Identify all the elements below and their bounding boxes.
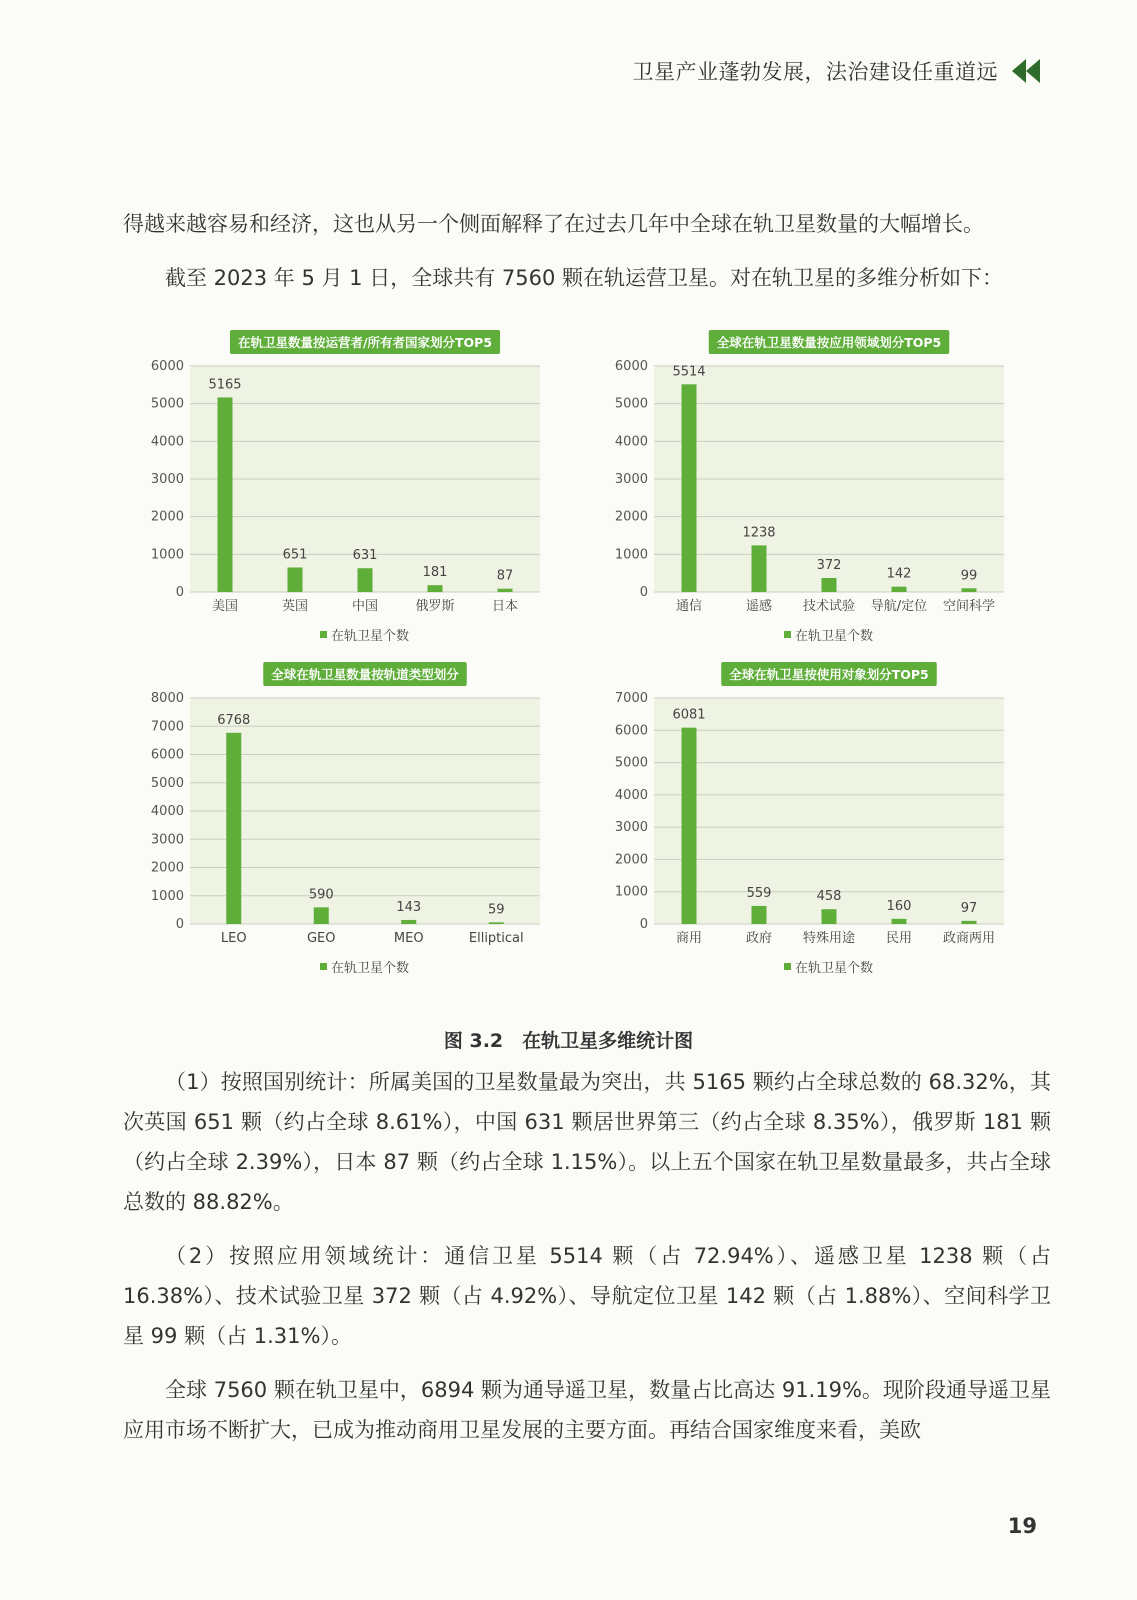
bar: [962, 921, 977, 924]
y-tick-label: 3000: [614, 820, 648, 836]
page-number: 19: [1007, 1514, 1037, 1538]
legend-swatch: [320, 963, 327, 970]
bar: [892, 587, 907, 592]
x-tick-label: 中国: [351, 599, 379, 614]
chart-country-svg: [120, 330, 560, 650]
chart-title: 全球在轨卫星数量按应用领域划分TOP5: [716, 335, 942, 350]
bar: [498, 589, 513, 592]
legend: [784, 628, 873, 644]
chart-orbit: [120, 662, 560, 982]
data-label: 181: [422, 565, 448, 581]
data-label: 1238: [742, 525, 776, 541]
y-tick-label: 4000: [614, 434, 648, 450]
y-tick-label: 1000: [614, 884, 648, 900]
data-label: 5514: [672, 364, 706, 380]
data-label: 59: [487, 902, 505, 918]
y-tick-label: 0: [639, 585, 648, 600]
x-tick-label: 政府: [745, 931, 773, 946]
x-tick-label: 民用: [885, 931, 913, 946]
bar: [401, 920, 416, 924]
bar: [962, 588, 977, 592]
chart-country: [120, 330, 560, 650]
x-tick-label: 特殊用途: [802, 931, 856, 946]
y-tick-label: 0: [175, 917, 184, 932]
data-label: 559: [746, 885, 772, 901]
x-tick-label: 导航/定位: [870, 599, 928, 614]
y-tick-label: 2000: [150, 509, 184, 525]
bar: [428, 585, 443, 592]
chart-title-group: [709, 330, 950, 354]
y-tick-label: 5000: [614, 755, 648, 771]
legend: [320, 960, 409, 976]
y-tick-label: 6000: [150, 747, 184, 763]
x-tick-label: 政商两用: [942, 931, 996, 946]
x-tick-label: 日本: [491, 599, 519, 614]
chart-title-group: [263, 662, 467, 686]
paragraph-intro: 得越来越容易和经济，这也从另一个侧面解释了在过去几年中全球在轨卫星数量的大幅增长。: [123, 212, 984, 236]
y-tick-label: 3000: [614, 472, 648, 487]
bar: [682, 384, 697, 592]
data-label: 590: [308, 887, 334, 903]
paragraph-summary: 全球 7560 颗在轨卫星中，6894 颗为通导遥卫星，数量占比高达 91.19%。现阶段通导遥卫星应用市场不断扩大，已成为推动商用卫星发展的主要方面。再结合国家维度来看，美欧: [123, 1378, 1051, 1442]
x-tick-label: GEO: [306, 931, 336, 946]
paragraph-country: （1）按照国别统计：所属美国的卫星数量最为突出，共 5165 颗约占全球总数的 68.32%，其次英国 651 颗（约占全球 8.61%），中国 631 颗居世界第三（约占全球 8.35%），俄罗斯 181 颗（约占全球 2.39%），日本 87 颗（约占全球 1.15%）。以上五个国家在轨卫星数量最多，共占全球总数的 88.82%。: [123, 1070, 1051, 1214]
y-tick-label: 4000: [614, 787, 648, 803]
y-tick-label: 2000: [614, 509, 648, 525]
legend-label: 在轨卫星个数: [330, 629, 410, 644]
legend: [320, 628, 409, 644]
bar: [752, 906, 767, 924]
x-tick-label: MEO: [393, 931, 424, 946]
y-tick-label: 2000: [614, 852, 648, 868]
bar: [822, 909, 837, 924]
legend-label: 在轨卫星个数: [794, 961, 874, 976]
bar: [314, 907, 329, 924]
data-label: 99: [960, 568, 978, 584]
chart-title-group: [230, 330, 500, 354]
bar: [226, 733, 241, 924]
data-label: 6768: [217, 712, 251, 728]
y-tick-label: 3000: [150, 472, 184, 487]
chart-application-svg: [584, 330, 1024, 650]
data-label: 6081: [672, 707, 706, 723]
legend-label: 在轨卫星个数: [794, 629, 874, 644]
x-tick-label: LEO: [220, 931, 247, 946]
legend-swatch: [320, 631, 327, 638]
y-tick-label: 8000: [150, 691, 184, 706]
data-label: 142: [886, 566, 912, 582]
legend-swatch: [784, 631, 791, 638]
chart-title: 在轨卫星数量按运营者/所有者国家划分TOP5: [237, 335, 493, 350]
y-tick-label: 6000: [150, 359, 184, 374]
data-label: 97: [960, 900, 978, 916]
y-tick-label: 1000: [614, 547, 648, 563]
legend: [784, 960, 873, 976]
bar: [358, 568, 373, 592]
y-tick-label: 5000: [150, 396, 184, 412]
legend-swatch: [784, 963, 791, 970]
figure-caption: 图 3.2 在轨卫星多维统计图: [443, 1030, 694, 1052]
bar: [892, 919, 907, 924]
double-chevron-left-icon: [1012, 59, 1042, 83]
y-tick-label: 5000: [614, 396, 648, 412]
x-tick-label: 英国: [281, 599, 309, 614]
paragraph-date: 截至 2023 年 5 月 1 日，全球共有 7560 颗在轨运营卫星。对在轨卫星的多维分析如下：: [165, 266, 1004, 290]
data-label: 372: [816, 557, 842, 573]
chart-user: [584, 662, 1024, 982]
data-label: 458: [816, 889, 842, 905]
chart-title: 全球在轨卫星数量按轨道类型划分: [271, 667, 459, 682]
y-tick-label: 6000: [614, 359, 648, 374]
bar: [288, 567, 303, 592]
chart-application: [584, 330, 1024, 650]
y-tick-label: 7000: [614, 691, 648, 706]
x-tick-label: 空间科学: [942, 599, 996, 614]
header-title: 卫星产业蓬勃发展，法治建设任重道远: [632, 60, 998, 84]
x-tick-label: Elliptical: [468, 931, 524, 946]
data-label: 631: [352, 548, 378, 564]
y-tick-label: 0: [175, 585, 184, 600]
y-tick-label: 5000: [150, 775, 184, 791]
data-label: 87: [496, 568, 514, 584]
legend-label: 在轨卫星个数: [330, 961, 410, 976]
x-tick-label: 美国: [211, 599, 239, 614]
x-tick-label: 遥感: [745, 599, 773, 614]
data-label: 143: [396, 899, 422, 915]
chart-title-group: [721, 662, 937, 686]
chart-orbit-svg: [120, 662, 560, 982]
bar: [682, 728, 697, 924]
y-tick-label: 3000: [150, 832, 184, 848]
bar: [752, 545, 767, 592]
x-tick-label: 技术试验: [802, 599, 856, 614]
chart-user-svg: [584, 662, 1024, 982]
x-tick-label: 商用: [675, 931, 703, 946]
y-tick-label: 4000: [150, 434, 184, 450]
data-label: 5165: [208, 377, 242, 393]
data-label: 651: [282, 547, 308, 563]
bar: [489, 922, 504, 924]
y-tick-label: 1000: [150, 888, 184, 904]
y-tick-label: 6000: [614, 723, 648, 739]
x-tick-label: 俄罗斯: [415, 599, 455, 614]
bar: [218, 397, 233, 592]
y-tick-label: 4000: [150, 804, 184, 819]
paragraph-application: （2）按照应用领域统计：通信卫星 5514 颗（占 72.94%）、遥感卫星 1238 颗（占 16.38%）、技术试验卫星 372 颗（占 4.92%）、导航定位卫星 142 颗（占 1.88%）、空间科学卫星 99 颗（占 1.31%）。: [123, 1244, 1051, 1348]
y-tick-label: 1000: [150, 547, 184, 563]
x-tick-label: 通信: [675, 599, 703, 614]
y-tick-label: 0: [639, 917, 648, 932]
bar: [822, 578, 837, 592]
running-header: [0, 56, 1042, 86]
data-label: 160: [886, 898, 912, 914]
y-tick-label: 7000: [150, 719, 184, 735]
y-tick-label: 2000: [150, 860, 184, 876]
chart-title: 全球在轨卫星按使用对象划分TOP5: [729, 667, 929, 682]
